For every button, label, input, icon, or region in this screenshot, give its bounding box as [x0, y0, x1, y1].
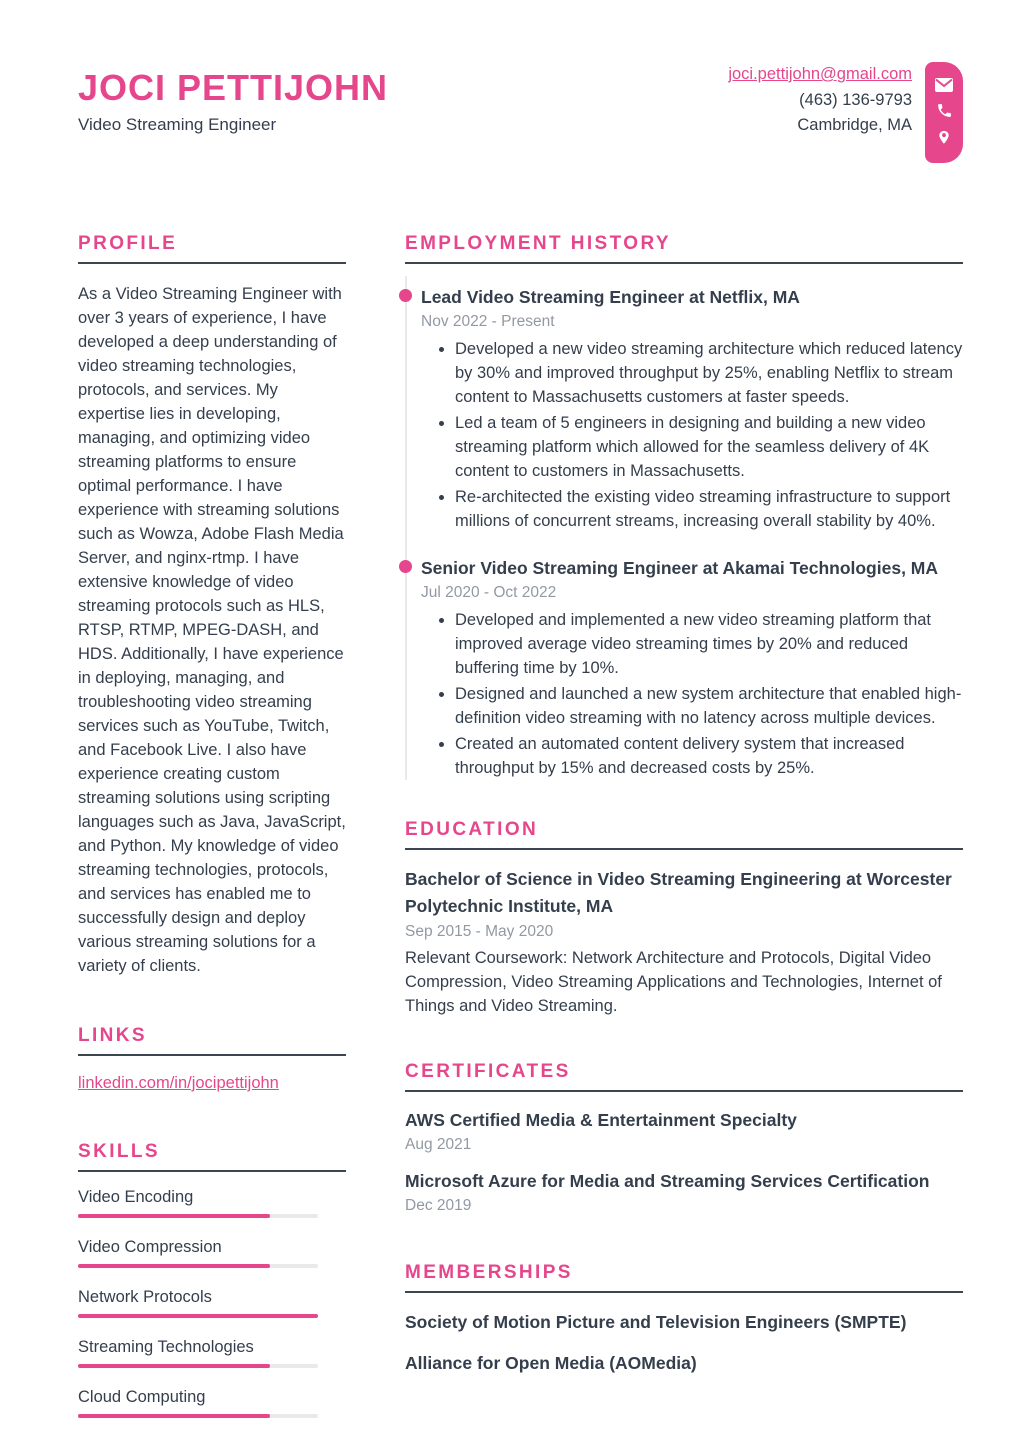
- skill-bar-fill: [78, 1414, 270, 1418]
- links-section: [78, 1026, 346, 1094]
- phone-number: (463) 136-9793: [799, 90, 912, 109]
- certificate-title: AWS Certified Media & Entertainment Specialty: [405, 1110, 797, 1130]
- identity-block: [78, 68, 388, 136]
- skill-name: Video Encoding: [78, 1188, 194, 1206]
- profile-text: As a Video Streaming Engineer with over 3 years of experience, I have developed a deep understanding of video streaming technologies, protocols, and services. My expertise lies in developing, managing, and optimizing video streaming platforms to ensure optimal performance. I have experience with streaming solutions such as Wowza, Adobe Flash Media Server, and nginx-rtmp. I have extensive knowledge of video streaming protocols such as HLS, RTSP, RTMP, MPEG-DASH, and HDS. Additionally, I have experience in deploying, managing, and troubleshooting video streaming services such as YouTube, Twitch, and Facebook Live. I also have experience creating custom streaming solutions using scripting languages such as Java, JavaScript, and Python. My knowledge of video streaming technologies, protocols, and services has enabled me to successfully design and deploy various streaming solutions for a variety of clients.: [78, 285, 346, 975]
- skill-bar-track: [78, 1364, 318, 1368]
- contact-lines: [728, 62, 912, 139]
- job-bullet: • Designed and launched a new system architecture that enabled high-definition video streaming with no latency across multiple devices.: [455, 682, 963, 730]
- skill-name: Streaming Technologies: [78, 1338, 254, 1356]
- contact-icon-bar: [925, 62, 963, 163]
- membership-entry: Society of Motion Picture and Television Engineers (SMPTE): [405, 1312, 907, 1332]
- skill-item: [78, 1286, 346, 1318]
- skill-bar-fill: [78, 1264, 270, 1268]
- education-description: Relevant Coursework: Network Architecture and Protocols, Digital Video Compression, Video Streaming Applications and Technologies, Internet of Things and Video Streaming.: [405, 949, 942, 1015]
- location-text: Cambridge, MA: [797, 116, 912, 134]
- skill-item: [78, 1236, 346, 1268]
- certificate-entry: [405, 1169, 963, 1217]
- linkedin-link[interactable]: linkedin.com/in/jocipettijohn: [78, 1074, 279, 1092]
- job-bullet: • Led a team of 5 engineers in designing and building a new video streaming platform which allowed for the seamless delivery of 4K content to customers in Massachusetts.: [455, 411, 963, 483]
- link-item: [78, 1072, 346, 1094]
- right-column: [405, 234, 963, 1436]
- job-dates: Nov 2022 - Present: [421, 313, 555, 330]
- content-columns: [78, 234, 963, 1436]
- location-pin-icon: [936, 128, 952, 147]
- employment-heading: EMPLOYMENT HISTORY: [405, 234, 963, 264]
- phone-icon: [936, 102, 953, 119]
- skill-bar-track: [78, 1314, 318, 1318]
- timeline-dot: [399, 289, 412, 302]
- skill-bar-track: [78, 1214, 318, 1218]
- certificate-dates: Dec 2019: [405, 1197, 472, 1214]
- skill-item: [78, 1336, 346, 1368]
- skill-bar-fill: [78, 1214, 270, 1218]
- job-bullets: [421, 608, 963, 780]
- contact-block: [728, 62, 963, 163]
- employment-timeline: [405, 276, 963, 780]
- job-entry: [421, 547, 963, 780]
- candidate-name: JOCI PETTIJOHN: [78, 67, 389, 108]
- skills-list: [78, 1186, 346, 1418]
- timeline-dot: [399, 560, 412, 573]
- skill-bar-fill: [78, 1364, 270, 1368]
- left-column: [78, 234, 346, 1436]
- education-heading: EDUCATION: [405, 820, 963, 850]
- mail-icon: [935, 78, 953, 92]
- education-section: [405, 820, 963, 1018]
- certificates-heading: CERTIFICATES: [405, 1062, 963, 1092]
- skill-name: Network Protocols: [78, 1288, 212, 1306]
- job-bullets: [421, 337, 963, 533]
- education-dates: Sep 2015 - May 2020: [405, 923, 554, 940]
- certificate-entry: [405, 1108, 963, 1156]
- certificates-section: [405, 1062, 963, 1217]
- profile-heading: PROFILE: [78, 234, 346, 264]
- header: [78, 65, 963, 163]
- candidate-title: Video Streaming Engineer: [78, 115, 277, 134]
- membership-entry: Alliance for Open Media (AOMedia): [405, 1353, 697, 1373]
- skill-item: [78, 1186, 346, 1218]
- skills-section: [78, 1142, 346, 1418]
- memberships-heading: MEMBERSHIPS: [405, 1263, 963, 1293]
- skills-heading: SKILLS: [78, 1142, 346, 1172]
- employment-section: [405, 234, 963, 780]
- skill-item: [78, 1386, 346, 1418]
- job-bullet: • Developed a new video streaming architecture which reduced latency by 30% and improved throughput by 25%, enabling Netflix to stream content to Massachusetts customers at faster speeds.: [455, 337, 963, 409]
- skill-bar-track: [78, 1414, 318, 1418]
- profile-section: [78, 234, 346, 978]
- skill-name: Cloud Computing: [78, 1388, 206, 1406]
- job-dates: Jul 2020 - Oct 2022: [421, 584, 557, 601]
- skill-bar-fill: [78, 1314, 318, 1318]
- links-heading: LINKS: [78, 1026, 346, 1056]
- skill-name: Video Compression: [78, 1238, 222, 1256]
- job-bullet: • Developed and implemented a new video streaming platform that improved average video streaming times by 20% and reduced buffering time by 10%.: [455, 608, 963, 680]
- certificate-dates: Aug 2021: [405, 1136, 472, 1153]
- job-bullet: • Re-architected the existing video streaming infrastructure to support millions of concurrent streams, increasing overall stability by 40%.: [455, 485, 963, 533]
- education-degree: Bachelor of Science in Video Streaming Engineering at Worcester Polytechnic Institute, MA: [405, 869, 952, 916]
- job-bullet: • Created an automated content delivery system that increased throughput by 15% and decreased costs by 25%.: [455, 732, 963, 780]
- job-entry: [421, 276, 963, 533]
- certificate-title: Microsoft Azure for Media and Streaming Services Certification: [405, 1171, 930, 1191]
- memberships-section: [405, 1263, 963, 1375]
- email-link[interactable]: joci.pettijohn@gmail.com: [728, 65, 912, 83]
- skill-bar-track: [78, 1264, 318, 1268]
- job-title: Lead Video Streaming Engineer at Netflix, MA: [421, 287, 800, 307]
- job-title: Senior Video Streaming Engineer at Akamai Technologies, MA: [421, 558, 939, 578]
